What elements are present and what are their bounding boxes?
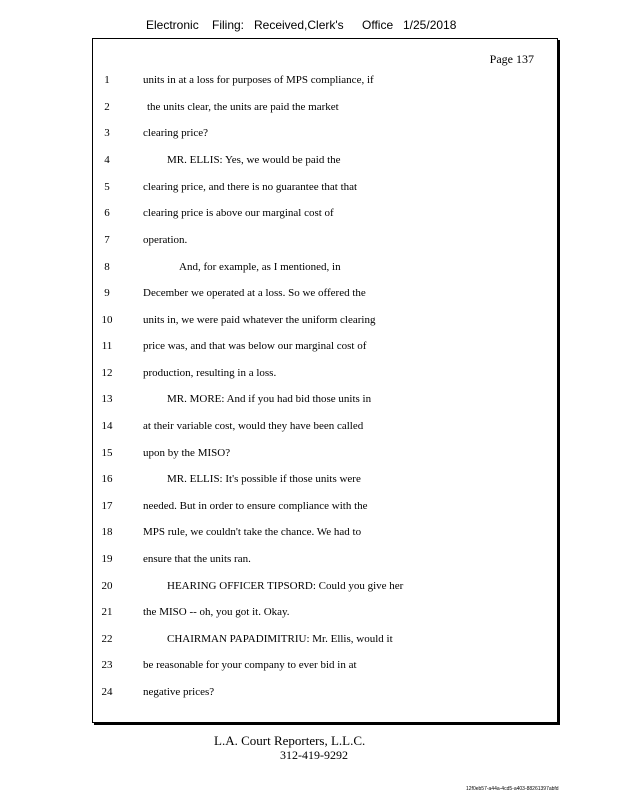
transcript-line [0, 553, 618, 571]
line-text: HEARING OFFICER TIPSORD: Could you give her [167, 580, 404, 592]
transcript-line [0, 606, 618, 624]
transcript-line [0, 500, 618, 518]
transcript-line [0, 261, 618, 279]
line-text: operation. [143, 234, 188, 246]
line-text: needed. But in order to ensure compliance with the [143, 500, 368, 512]
line-text: And, for example, as I mentioned, in [179, 261, 341, 273]
line-number: 16 [101, 473, 113, 485]
line-number: 22 [101, 633, 113, 645]
line-text: MR. ELLIS: It's possible if those units were [167, 473, 361, 485]
line-number: 8 [104, 261, 110, 273]
line-number: 9 [104, 287, 110, 299]
line-number: 11 [101, 340, 113, 352]
line-text: upon by the MISO? [143, 447, 231, 459]
filing-header-date: 1/25/2018 [403, 18, 457, 32]
line-number: 20 [101, 580, 113, 592]
transcript-line [0, 447, 618, 465]
line-number: 17 [101, 500, 113, 512]
line-number: 6 [104, 207, 110, 219]
line-number: 3 [104, 127, 110, 139]
line-number: 23 [101, 659, 113, 671]
transcript-line [0, 101, 618, 119]
line-text: production, resulting in a loss. [143, 367, 277, 379]
line-number: 7 [104, 234, 110, 246]
line-number: 15 [101, 447, 113, 459]
transcript-line [0, 580, 618, 598]
transcript-line [0, 340, 618, 358]
line-number: 21 [101, 606, 113, 618]
line-text: units in, we were paid whatever the uniform clearing [143, 314, 376, 326]
line-text: negative prices? [143, 686, 215, 698]
line-number: 12 [101, 367, 113, 379]
transcript-line [0, 633, 618, 651]
transcript-line [0, 234, 618, 252]
line-number: 1 [104, 74, 110, 86]
transcript-line [0, 393, 618, 411]
transcript-line [0, 127, 618, 145]
transcript-line [0, 207, 618, 225]
footer-company-name: L.A. Court Reporters, L.L.C. [214, 733, 366, 748]
transcript-line [0, 367, 618, 385]
transcript-line [0, 686, 618, 704]
filing-header-filing: Filing: [212, 18, 245, 32]
line-text: clearing price is above our marginal cost of [143, 207, 334, 219]
line-number: 2 [104, 101, 110, 113]
line-number: 13 [101, 393, 113, 405]
line-text: the MISO -- oh, you got it. Okay. [143, 606, 290, 618]
transcript-line [0, 74, 618, 92]
line-text: units in at a loss for purposes of MPS compliance, if [143, 74, 374, 86]
line-text: CHAIRMAN PAPADIMITRIU: Mr. Ellis, would it [167, 633, 393, 645]
transcript-line [0, 659, 618, 677]
transcript-line [0, 473, 618, 491]
page-number: Page 137 [489, 52, 534, 66]
line-number: 18 [101, 526, 113, 538]
line-number: 14 [101, 420, 113, 432]
line-text: at their variable cost, would they have been called [143, 420, 364, 432]
filing-header-received: Received,Clerk's [254, 18, 344, 32]
filing-header-electronic: Electronic [146, 18, 199, 32]
line-text: clearing price, and there is no guarantee that that [143, 181, 358, 193]
line-number: 24 [101, 686, 113, 698]
line-text: the units clear, the units are paid the market [147, 101, 339, 113]
transcript-line [0, 181, 618, 199]
filing-header-office: Office [362, 18, 394, 32]
document-id: 12f0eb57-a44a-4cd5-a403-88261397abfd [466, 786, 559, 792]
line-number: 4 [104, 154, 110, 166]
transcript-line [0, 314, 618, 332]
line-text: December we operated at a loss. So we offered the [143, 287, 366, 299]
transcript-line [0, 287, 618, 305]
line-text: ensure that the units ran. [143, 553, 251, 565]
line-number: 10 [101, 314, 113, 326]
line-text: MR. MORE: And if you had bid those units in [167, 393, 372, 405]
transcript-line [0, 420, 618, 438]
line-text: price was, and that was below our marginal cost of [143, 340, 367, 352]
footer-phone-number: 312-419-9292 [280, 748, 348, 762]
line-text: MPS rule, we couldn't take the chance. We had to [143, 526, 362, 538]
line-text: MR. ELLIS: Yes, we would be paid the [167, 154, 341, 166]
line-text: be reasonable for your company to ever bid in at [143, 659, 357, 671]
line-text: clearing price? [143, 127, 209, 139]
transcript-line [0, 526, 618, 544]
line-number: 19 [101, 553, 113, 565]
transcript-line [0, 154, 618, 172]
line-number: 5 [104, 181, 110, 193]
